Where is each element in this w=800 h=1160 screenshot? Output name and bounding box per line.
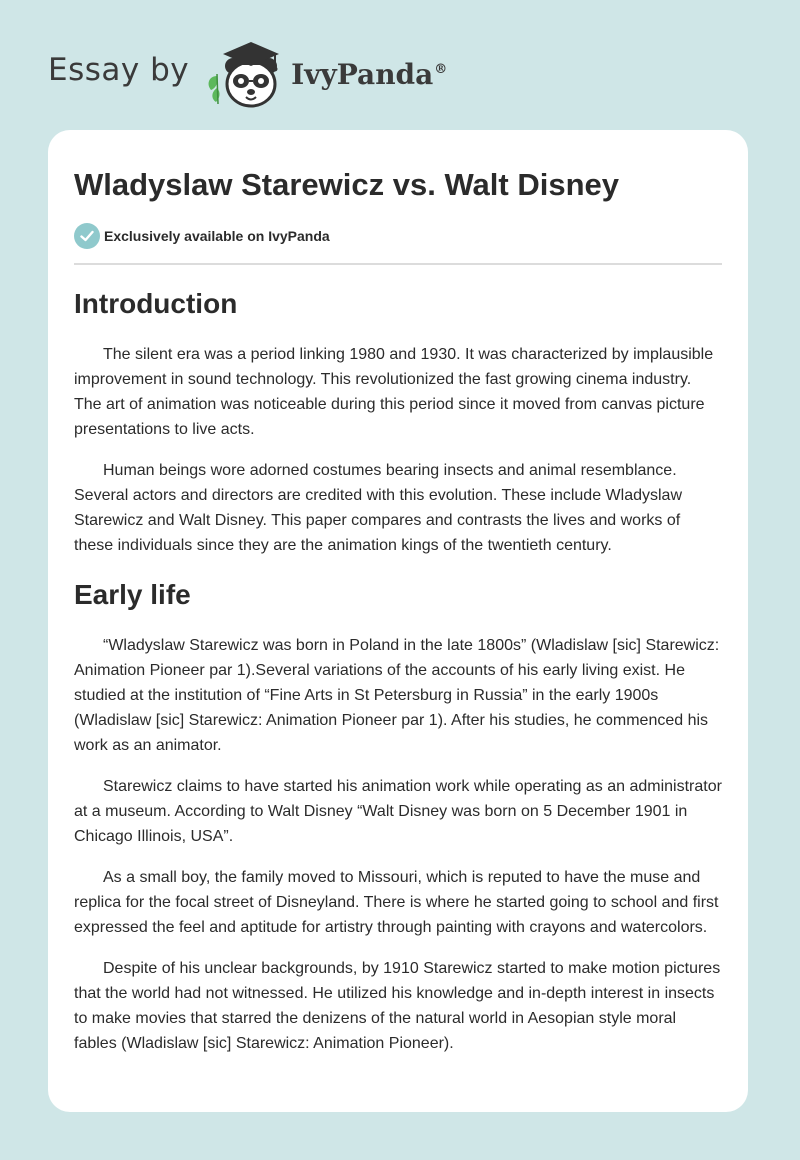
section-heading: Early life [74, 579, 191, 610]
brand-prefix: Essay by [48, 52, 190, 88]
paragraph: Starewicz claims to have started his animation work while operating as an administrator at a museum. According to Walt Disney “Walt Disney was born on 5 December 1901 in Chicago Illinois, USA”. [74, 778, 722, 845]
section-introduction [74, 287, 722, 558]
brand-name: IvyPanda® [291, 57, 448, 91]
divider [74, 263, 722, 265]
brand-header [48, 36, 447, 110]
exclusive-badge [74, 223, 722, 249]
panda-logo-icon [203, 36, 299, 110]
essay-card [48, 130, 748, 1112]
section-heading: Introduction [74, 288, 238, 319]
paragraph: As a small boy, the family moved to Missouri, which is reputed to have the muse and replica for the focal street of Disneyland. There is where he started going to school and first expressed the feel and aptitude for artistry through painting with crayons and watercolors. [74, 869, 719, 936]
paragraph: The silent era was a period linking 1980 and 1930. It was characterized by implausible improvement in sound technology. This revolutionized the fast growing cinema industry. The art of animation was noticeable during this period since it moved from canvas picture presentations to live acts. [74, 346, 714, 438]
paragraph: Human beings wore adorned costumes bearing insects and animal resemblance. Several actors and directors are credited with this evolution. These include Wladyslaw Starewicz and Walt Disney. This paper compares and contrasts the lives and works of these individuals since they are the animation kings of the twentieth century. [74, 462, 682, 554]
paragraph: Despite of his unclear backgrounds, by 1910 Starewicz started to make motion pictures that the world had not witnessed. He utilized his knowledge and in-depth interest in insects to make movies that starred the denizens of the natural world in Aesopian style moral fables (Wladislaw [sic] Starewicz: Animation Pioneer). [74, 960, 721, 1052]
paragraph: “Wladyslaw Starewicz was born in Poland in the late 1800s” (Wladislaw [sic] Starewicz: Animation Pioneer par 1).Several variations of the accounts of his early living exist. He studied at the institution of “Fine Arts in St Petersburg in Russia” in the early 1900s (Wladislaw [sic] Starewicz: Animation Pioneer par 1). After his studies, he commenced his work as an animator. [74, 637, 720, 754]
section-early-life [74, 578, 722, 1056]
check-icon [74, 223, 100, 249]
essay-title: Wladyslaw Starewicz vs. Walt Disney [74, 167, 619, 202]
badge-label: Exclusively available on IvyPanda [104, 228, 330, 244]
